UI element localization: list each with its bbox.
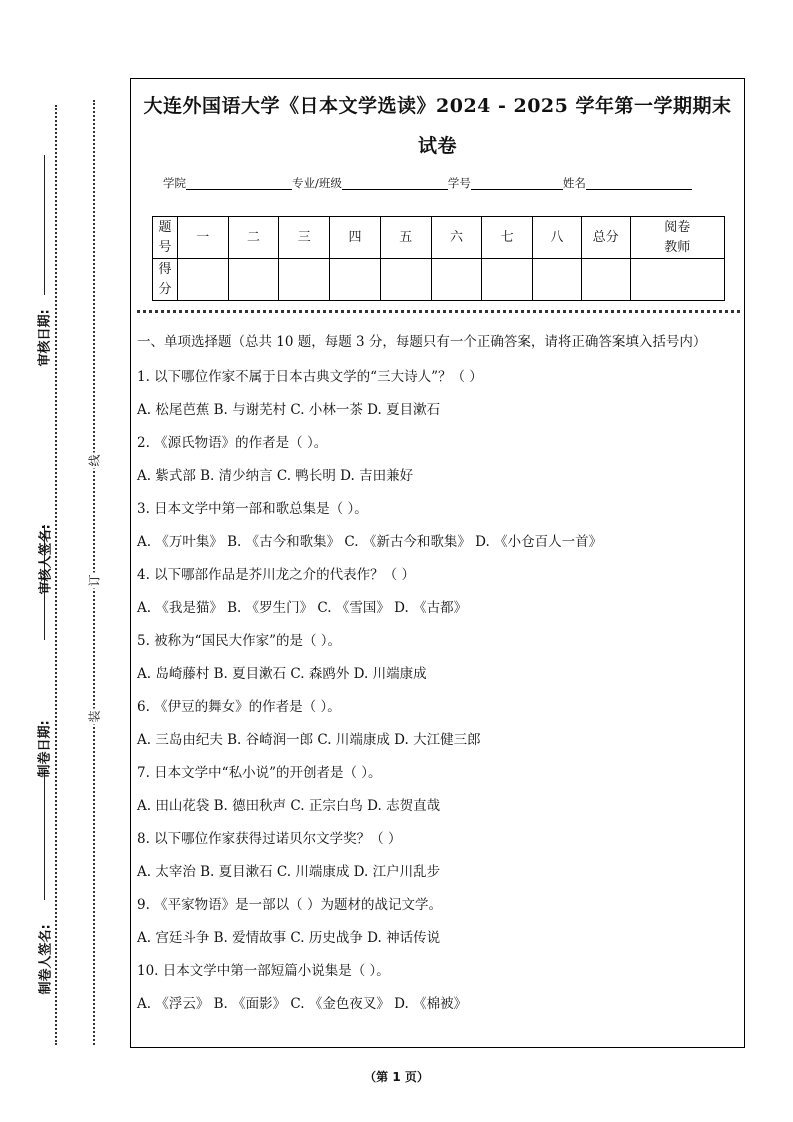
score-cell-reviewer[interactable]: [630, 259, 724, 301]
score-table-score-row: [153, 259, 725, 301]
binding-mark-xian: 线: [87, 454, 102, 467]
dotted-separator: [137, 310, 740, 313]
score-table-header-row: [153, 217, 725, 259]
score-cell[interactable]: [482, 259, 533, 301]
exam-frame: [130, 78, 745, 1048]
question-text: 6. 《伊豆的舞女》的作者是（ ）。: [137, 699, 341, 715]
header-cell-score: 得 分: [153, 259, 178, 301]
maker-date-label: 制卷日期:: [37, 720, 53, 778]
question-options: A. 宫廷斗争 B. 爱情故事 C. 历史战争 D. 神话传说: [137, 930, 441, 946]
col-header-total: 总分: [581, 217, 630, 259]
page-number: （第 1 页）: [364, 1070, 429, 1084]
question-options: A. 太宰治 B. 夏目漱石 C. 川端康成 D. 江户川乱步: [137, 864, 441, 880]
field-label-major-class: 专业/班级: [292, 176, 342, 190]
header-cell-question-no: 题 号: [153, 217, 178, 259]
name-blank[interactable]: [586, 177, 692, 190]
score-table: [152, 216, 725, 301]
maker-sign-label: 制卷人签名:: [38, 924, 54, 995]
question-options: A. 岛崎藤村 B. 夏目漱石 C. 森鸥外 D. 川端康成: [137, 666, 427, 682]
exam-title-line1: 大连外国语大学《日本文学选读》2024 - 2025 学年第一学期期末: [143, 95, 732, 117]
col-header: 二: [228, 217, 279, 259]
question-text: 10. 日本文学中第一部短篇小说集是（ ）。: [137, 963, 390, 979]
col-header: 四: [330, 217, 381, 259]
questions-section: [137, 331, 737, 1027]
reviewer-date-line: [44, 155, 45, 295]
question-options: A. 《万叶集》 B. 《古今和歌集》 C. 《新古今和歌集》 D. 《小仓百人一首》: [137, 534, 603, 550]
score-cell[interactable]: [380, 259, 431, 301]
col-header: 七: [482, 217, 533, 259]
binding-mark-ding: 订: [87, 574, 102, 587]
question-text: 2. 《源氏物语》的作者是（ ）。: [137, 435, 328, 451]
score-cell[interactable]: [330, 259, 381, 301]
question-text: 4. 以下哪部作品是芥川龙之介的代表作？（ ）: [137, 567, 415, 583]
binding-dotted-line-outer: [55, 105, 57, 1045]
field-label-college: 学院: [163, 176, 186, 190]
question-text: 9. 《平家物语》是一部以（ ）为题材的战记文学。: [137, 897, 442, 913]
section-heading: 一、单项选择题（总共 10 题，每题 3 分，每题只有一个正确答案，请将正确答案填入括号内）: [137, 334, 707, 350]
question-options: A. 松尾芭蕉 B. 与谢芜村 C. 小林一茶 D. 夏目漱石: [137, 402, 441, 418]
score-cell-total[interactable]: [581, 259, 630, 301]
question-text: 3. 日本文学中第一部和歌总集是（ ）。: [137, 501, 368, 517]
col-header: 三: [279, 217, 330, 259]
reviewer-date-label: 审核日期:: [37, 309, 53, 367]
col-header: 五: [380, 217, 431, 259]
question-options: A. 三岛由纪夫 B. 谷崎润一郎 C. 川端康成 D. 大江健三郎: [137, 732, 481, 748]
binding-strip: [0, 0, 120, 1122]
field-label-student-id: 学号: [447, 176, 471, 190]
maker-date-line: [44, 770, 45, 900]
question-options: A. 《浮云》 B. 《面影》 C. 《金色夜叉》 D. 《棉被》: [137, 996, 468, 1012]
question-text: 5. 被称为“国民大作家”的是（ ）。: [137, 633, 342, 649]
col-header: 六: [431, 217, 482, 259]
col-header-reviewer: 阅卷 教师: [630, 217, 724, 259]
question-options: A. 田山花袋 B. 德田秋声 C. 正宗白鸟 D. 志贺直哉: [137, 798, 441, 814]
exam-title-line2: 试卷: [417, 135, 457, 157]
col-header: 八: [533, 217, 582, 259]
major-class-blank[interactable]: [342, 177, 448, 190]
question-options: A. 紫式部 B. 清少纳言 C. 鸭长明 D. 吉田兼好: [137, 468, 414, 484]
col-header: 一: [177, 217, 228, 259]
question-text: 7. 日本文学中“私小说”的开创者是（ ）。: [137, 765, 382, 781]
student-info-row: [163, 175, 692, 191]
score-cell[interactable]: [533, 259, 582, 301]
score-cell[interactable]: [279, 259, 330, 301]
score-cell[interactable]: [177, 259, 228, 301]
reviewer-sign-label: 审核人签名:: [38, 524, 54, 595]
field-label-name: 姓名: [562, 176, 586, 190]
score-cell[interactable]: [228, 259, 279, 301]
question-options: A. 《我是猫》 B. 《罗生门》 C. 《雪国》 D. 《古都》: [137, 600, 468, 616]
question-text: 8. 以下哪位作家获得过诺贝尔文学奖？（ ）: [137, 831, 402, 847]
binding-mark-zhuang: 装: [87, 710, 102, 723]
college-blank[interactable]: [186, 177, 292, 190]
student-id-blank[interactable]: [471, 177, 563, 190]
score-cell[interactable]: [431, 259, 482, 301]
question-text: 1. 以下哪位作家不属于日本古典文学的“三大诗人”？（ ）: [137, 369, 483, 385]
